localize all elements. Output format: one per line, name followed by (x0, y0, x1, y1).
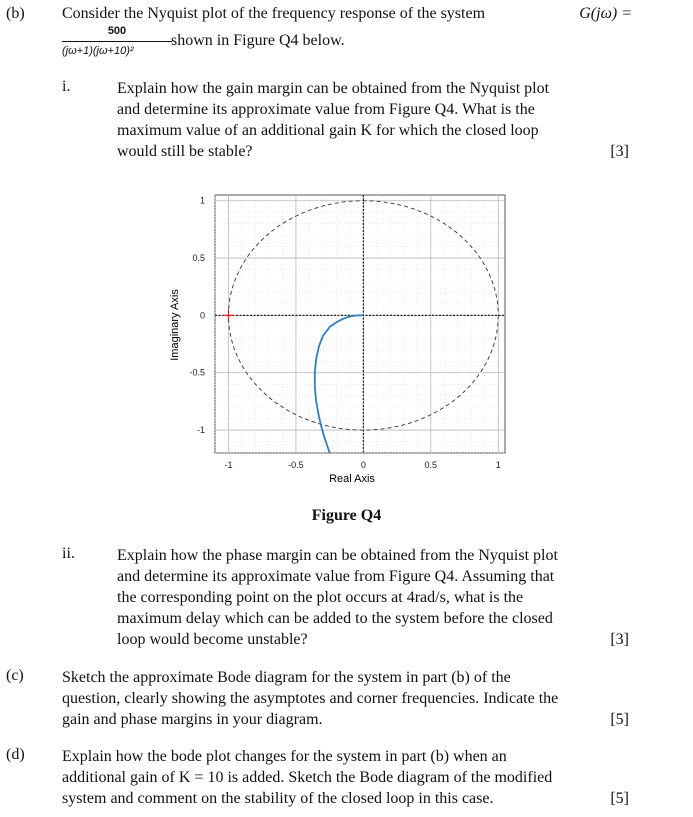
part-d-last-line (62, 788, 629, 809)
part-c-text (62, 667, 629, 730)
part-c-label: (c) (6, 667, 24, 684)
figure-caption: Figure Q4 (311, 507, 382, 524)
question-i-text (117, 78, 629, 162)
fraction-bar (62, 41, 172, 42)
question-ii-text (117, 545, 629, 650)
part-d-line: system and comment on the stability of the closed loop in this case. (62, 790, 494, 807)
question-ii-label: ii. (62, 545, 75, 562)
system-expression (579, 5, 632, 23)
question-i-line: maximum value of an additional gain K for which the closed loop (117, 122, 539, 139)
question-i-line: would still be stable? (117, 143, 253, 160)
x-tick-label: 1 (495, 460, 501, 470)
y-tick-label: 0.5 (192, 253, 205, 264)
question-i-marks: [3] (610, 143, 629, 160)
part-c-last-line (62, 709, 629, 730)
x-tick-label: 0.5 (424, 460, 438, 470)
question-i-line: and determine its approximate value from Figure Q4. What is the (117, 101, 535, 118)
part-b-intro-line2: shown in Figure Q4 below. (171, 32, 345, 49)
question-ii-line: loop would become unstable? (117, 631, 308, 648)
x-tick-label: -0.5 (288, 460, 304, 470)
y-tick-label: 1 (199, 195, 205, 206)
part-b-intro (62, 5, 632, 23)
question-ii-line: the corresponding point on the plot occurs at 4rad/s, what is the (117, 589, 524, 606)
system-expression-text: G(jω) = (579, 5, 632, 22)
part-c-marks: [5] (610, 711, 629, 728)
x-tick-label: 0 (360, 460, 366, 470)
part-d-line: Explain how the bode plot changes for the system in part (b) when an (62, 748, 507, 765)
question-ii-line: Explain how the phase margin can be obtained from the Nyquist plot (117, 547, 558, 564)
question-i-label: i. (62, 78, 71, 95)
question-ii-line: and determine its approximate value from Figure Q4. Assuming that (117, 568, 555, 585)
question-ii-marks: [3] (610, 631, 629, 648)
part-c-line: gain and phase margins in your diagram. (62, 711, 323, 728)
question-ii-line: maximum delay which can be added to the system before the closed (117, 610, 553, 627)
plot-grid (215, 195, 505, 453)
y-tick-label: -1 (196, 425, 205, 436)
question-ii-last-line (117, 629, 629, 650)
fraction-denominator: (jω+1)(jω+10)² (62, 45, 134, 57)
part-d-text (62, 746, 629, 809)
x-tick-label: -1 (224, 460, 233, 470)
plot-frame (215, 195, 505, 453)
part-c-line: Sketch the approximate Bode diagram for the system in part (b) of the (62, 669, 511, 686)
nyquist-plot (160, 185, 520, 495)
part-b-label: (b) (6, 5, 25, 22)
part-c-line: question, clearly showing the asymptotes and corner frequencies. Indicate the (62, 690, 559, 707)
part-d-line: additional gain of K = 10 is added. Sketch the Bode diagram of the modified (62, 769, 553, 786)
question-i-last-line (117, 141, 629, 162)
y-axis-label: Imaginary Axis (169, 289, 181, 361)
y-tick-label: 0 (199, 310, 205, 321)
fraction-numerator: 500 (107, 25, 127, 37)
question-i-line: Explain how the gain margin can be obtained from the Nyquist plot (117, 80, 550, 97)
y-tick-label: -0.5 (189, 367, 205, 378)
part-d-marks: [5] (610, 790, 629, 807)
x-axis-label: Real Axis (329, 473, 375, 485)
part-d-label: (d) (6, 746, 25, 763)
part-b-intro-text: Consider the Nyquist plot of the frequency response of the system (62, 5, 486, 22)
